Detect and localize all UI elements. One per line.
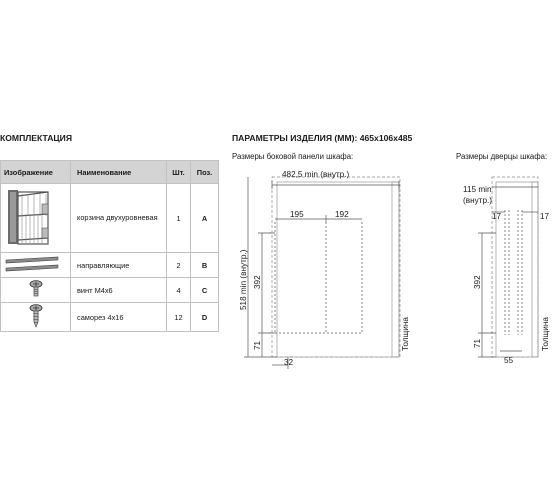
kit-title: КОМПЛЕКТАЦИЯ [0, 133, 73, 143]
door-width-line1: 115 min [463, 185, 492, 194]
screw-name: винт М4х6 [71, 278, 167, 303]
door-dim-392: 392 [473, 275, 482, 289]
table-row [1, 303, 219, 332]
side-height-label: 518 min (внутр.) [239, 249, 248, 310]
screw-cell [1, 278, 71, 303]
kit-table [0, 160, 219, 332]
header-name: Наименование [71, 161, 167, 184]
rails-name: направляющие [71, 253, 167, 278]
door-drawing [456, 165, 560, 375]
door-thickness-label: Толщина [541, 317, 550, 351]
rails-cell [1, 253, 71, 278]
header-qty: Шт. [167, 161, 191, 184]
header-image: Изображение [1, 161, 71, 184]
door-dim-17-left: 17 [492, 212, 502, 221]
guide-rails-icon [4, 255, 60, 273]
table-row [1, 184, 219, 253]
table-row [1, 253, 219, 278]
door-dim-71: 71 [473, 338, 482, 348]
screw-pos: C [191, 278, 219, 303]
side-dim-392: 392 [253, 275, 262, 289]
two-tier-basket-icon [4, 186, 56, 248]
kit-table-header [1, 161, 219, 184]
door-label: Размеры дверцы шкафа: [456, 152, 548, 161]
side-thickness-label: Толщина [401, 317, 410, 351]
rails-qty: 2 [167, 253, 191, 278]
door-dim-17-right: 17 [540, 212, 550, 221]
door-width-line2: (внутр.) [463, 196, 492, 205]
basket-cell [1, 184, 71, 253]
basket-pos: A [191, 184, 219, 253]
params-title: ПАРАМЕТРЫ ИЗДЕЛИЯ (ММ): 465х106х485 [232, 133, 413, 143]
wood-screw-icon [29, 304, 43, 328]
side-dim-192: 192 [335, 210, 349, 219]
side-dim-32: 32 [284, 358, 294, 367]
side-dim-195: 195 [290, 210, 304, 219]
door-dim-55: 55 [504, 356, 514, 365]
rails-pos: B [191, 253, 219, 278]
screw-qty: 4 [167, 278, 191, 303]
wood-screw-qty: 12 [167, 303, 191, 332]
side-width-label: 482,5 min (внутр.) [282, 170, 350, 179]
basket-name: корзина двухуровневая [71, 184, 167, 253]
side-panel-label: Размеры боковой панели шкафа: [232, 152, 354, 161]
wood-screw-cell [1, 303, 71, 332]
table-row [1, 278, 219, 303]
basket-qty: 1 [167, 184, 191, 253]
wood-screw-pos: D [191, 303, 219, 332]
side-panel-drawing [232, 165, 422, 375]
header-pos: Поз. [191, 161, 219, 184]
wood-screw-name: саморез 4х16 [71, 303, 167, 332]
screw-m4-icon [29, 280, 43, 298]
side-dim-71: 71 [253, 340, 262, 350]
